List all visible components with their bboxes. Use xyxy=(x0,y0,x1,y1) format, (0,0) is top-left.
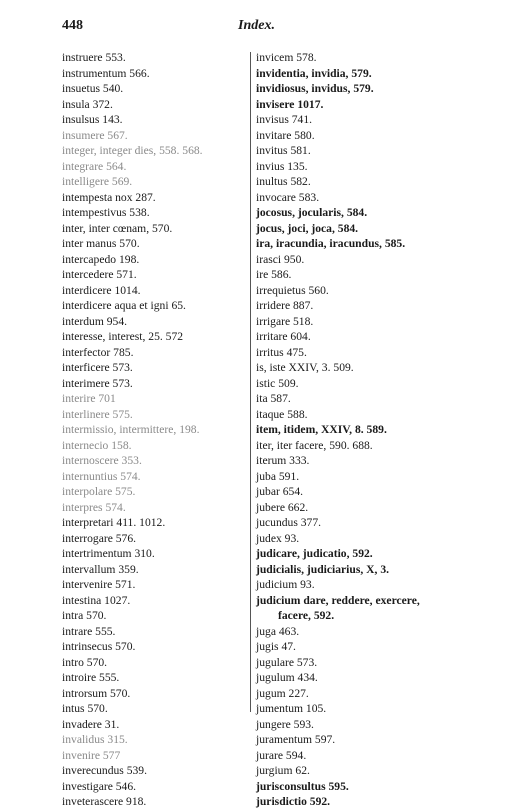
index-entry: internoscere 353. xyxy=(62,454,142,467)
index-entry: invenire 577 xyxy=(62,748,121,762)
index-entry: judicare, judicatio, 592. xyxy=(256,547,373,560)
index-entry: inter, inter cœnam, 570. xyxy=(62,221,173,235)
index-entry: invidiosus, invidus, 579. xyxy=(256,82,374,95)
index-entry: jungere 593. xyxy=(256,717,314,731)
index-entry: ire 586. xyxy=(256,268,292,281)
index-entry: interpretari 411. 1012. xyxy=(62,516,166,529)
index-entry: intercedere 571. xyxy=(62,268,137,281)
index-entry: interimere 573. xyxy=(62,376,133,390)
index-entry: juramentum 597. xyxy=(256,733,336,746)
index-entry: integrare 564. xyxy=(62,159,127,173)
index-entry: insula 372. xyxy=(62,97,113,111)
index-entry: investigare 546. xyxy=(62,779,137,793)
index-entry: intelligere 569. xyxy=(62,175,133,188)
index-entry: interrogare 576. xyxy=(62,531,137,545)
index-entry: itaque 588. xyxy=(256,407,308,421)
index-entry: invisus 741. xyxy=(256,113,313,126)
index-entry: inter manus 570. xyxy=(62,237,140,250)
index-entry: interire 701 xyxy=(62,392,116,405)
index-entry: interlinere 575. xyxy=(62,407,133,421)
index-entry: jugum 227. xyxy=(256,686,309,700)
index-column-right xyxy=(256,50,456,810)
index-column-left xyxy=(62,50,247,810)
index-entry: invitare 580. xyxy=(256,128,315,142)
index-entry: inverecundus 539. xyxy=(62,764,148,777)
index-entry: item, itidem, XXIV, 8. 589. xyxy=(256,423,387,436)
index-entry: interpolare 575. xyxy=(62,485,136,498)
index-entry: jugulare 573. xyxy=(256,655,318,669)
index-entry: is, iste XXIV, 3. 509. xyxy=(256,361,354,374)
index-entry: internecio 158. xyxy=(62,438,132,452)
index-entry: interesse, interest, 25. 572 xyxy=(62,330,184,343)
index-entry: intestina 1027. xyxy=(62,593,131,607)
index-entry: invitus 581. xyxy=(256,144,311,157)
index-entry: irrigare 518. xyxy=(256,314,314,328)
index-entry: intrare 555. xyxy=(62,624,116,638)
index-entry: interficere 573. xyxy=(62,361,133,374)
index-entry: introire 555. xyxy=(62,671,120,684)
index-entry: irritus 475. xyxy=(256,345,307,359)
index-entry: insulsus 143. xyxy=(62,113,123,126)
index-entry: intervenire 571. xyxy=(62,578,136,591)
index-entry: intra 570. xyxy=(62,609,107,622)
index-entry: inveterascere 918. xyxy=(62,795,147,808)
index-entry: invisere 1017. xyxy=(256,97,324,111)
index-entry: interfector 785. xyxy=(62,345,134,359)
index-entry: intertrimentum 310. xyxy=(62,547,155,560)
index-entry: judicialis, judiciarius, X, 3. xyxy=(256,562,390,576)
index-entry: invocare 583. xyxy=(256,190,320,204)
index-entry: ita 587. xyxy=(256,392,291,405)
index-entry: irritare 604. xyxy=(256,330,311,343)
index-entry: intercapedo 198. xyxy=(62,252,140,266)
index-entry: intrinsecus 570. xyxy=(62,640,136,653)
index-entry: internuntius 574. xyxy=(62,469,141,483)
index-entry: iter, iter facere, 590. 688. xyxy=(256,438,373,452)
index-entry: facere, 592. xyxy=(278,609,335,622)
index-entry: intempesta nox 287. xyxy=(62,190,156,204)
index-entry: intus 570. xyxy=(62,702,108,715)
index-entry: judicium dare, reddere, exercere, xyxy=(256,593,420,607)
index-entry: judicium 93. xyxy=(256,578,315,591)
index-entry: invius 135. xyxy=(256,159,308,173)
index-entry: jocus, joci, joca, 584. xyxy=(256,221,359,235)
index-entry: ira, iracundia, iracundus, 585. xyxy=(256,237,406,250)
index-entry: interdum 954. xyxy=(62,314,128,328)
index-entry: instruere 553. xyxy=(62,51,126,64)
index-entry: istic 509. xyxy=(256,376,299,390)
index-entry: jurisdictio 592. xyxy=(256,795,331,808)
index-entry: irasci 950. xyxy=(256,252,305,266)
index-entry: insuetus 540. xyxy=(62,82,124,95)
index-entry: jugis 47. xyxy=(256,640,296,653)
running-head: Index. xyxy=(238,18,275,33)
index-entry: irrequietus 560. xyxy=(256,283,329,297)
index-entry: insumere 567. xyxy=(62,128,128,142)
index-entry: jugulum 434. xyxy=(256,671,318,684)
index-entry: jubar 654. xyxy=(256,485,304,498)
index-entry: irridere 887. xyxy=(256,299,314,312)
index-entry: interdicere 1014. xyxy=(62,283,141,297)
index-entry: jocosus, jocularis, 584. xyxy=(256,206,368,219)
index-entry: intro 570. xyxy=(62,655,108,669)
index-entry: integer, integer dies, 558. 568. xyxy=(62,144,203,157)
index-entry: intervallum 359. xyxy=(62,562,139,576)
index-entry: interdicere aqua et igni 65. xyxy=(62,299,186,312)
column-divider xyxy=(250,52,251,712)
index-entry: introrsum 570. xyxy=(62,686,131,700)
index-entry: interpres 574. xyxy=(62,500,126,514)
index-entry: jurgium 62. xyxy=(256,764,310,777)
index-entry: jumentum 105. xyxy=(256,702,327,715)
page-number: 448 xyxy=(62,18,83,33)
index-entry: instrumentum 566. xyxy=(62,66,150,80)
index-entry: intempestivus 538. xyxy=(62,206,150,219)
index-entry: iterum 333. xyxy=(256,454,310,467)
index-entry: intermissio, intermittere, 198. xyxy=(62,423,200,436)
index-entry: juga 463. xyxy=(256,624,300,638)
index-entry: inultus 582. xyxy=(256,175,311,188)
index-entry: invalidus 315. xyxy=(62,733,128,746)
index-entry: jurare 594. xyxy=(256,748,307,762)
index-entry: judex 93. xyxy=(256,531,300,545)
index-entry: jucundus 377. xyxy=(256,516,322,529)
index-entry: invidentia, invidia, 579. xyxy=(256,66,372,80)
index-entry: invicem 578. xyxy=(256,51,317,64)
index-entry: jurisconsultus 595. xyxy=(256,779,349,793)
index-entry: invadere 31. xyxy=(62,717,120,731)
index-entry: juba 591. xyxy=(256,469,300,483)
index-entry: jubere 662. xyxy=(256,500,309,514)
